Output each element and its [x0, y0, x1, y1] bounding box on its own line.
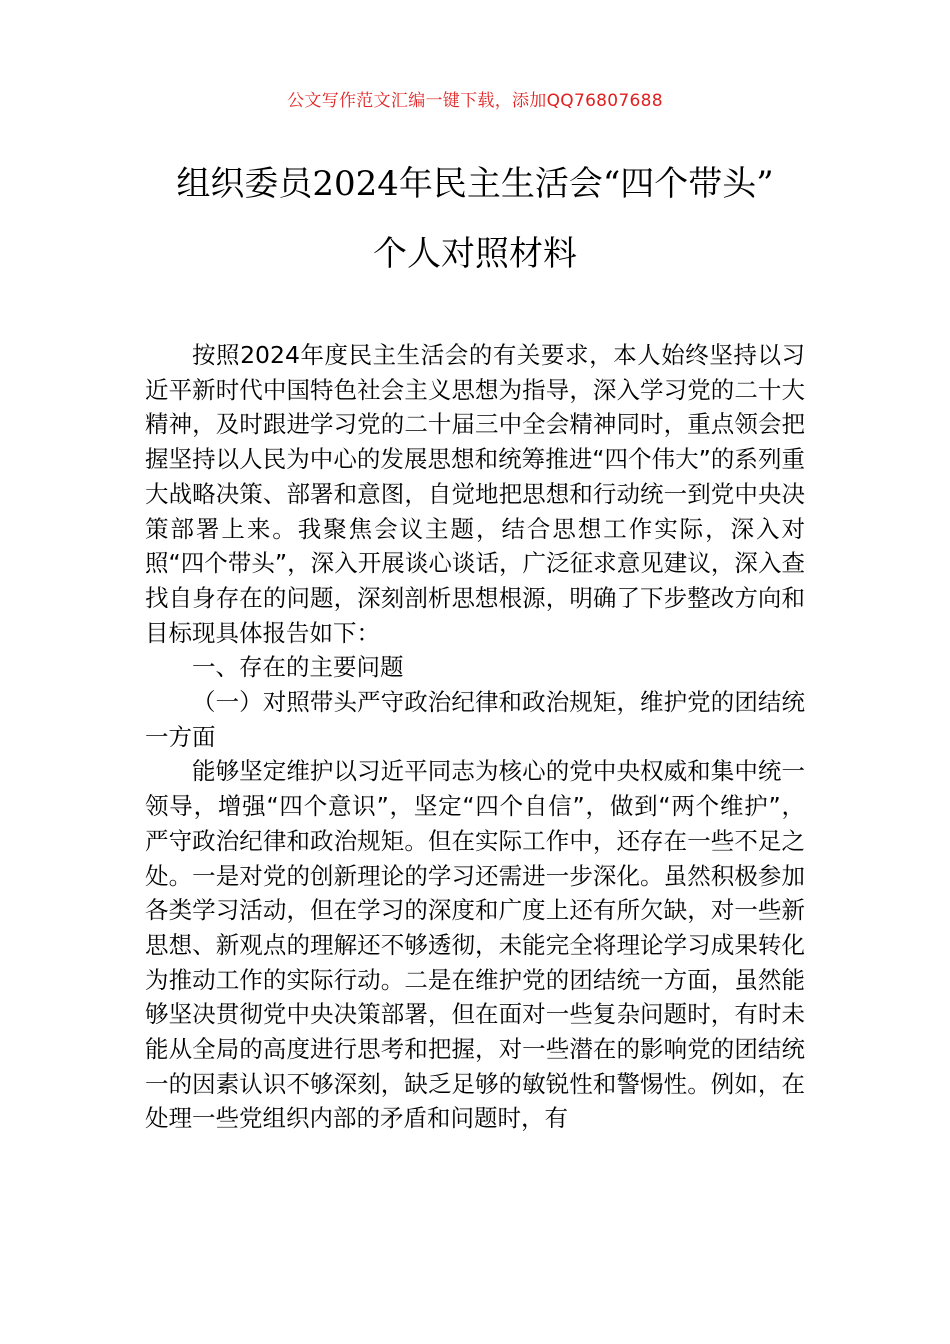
paragraph-intro: 按照2024年度民主生活会的有关要求，本人始终坚持以习近平新时代中国特色社会主义思想为指导，深入学习党的二十大精神，及时跟进学习党的二十届三中全会精神同时，重点领会把握坚持以人民为中心的发展思想和统筹推进“四个伟大”的系列重大战略决策、部署和意图，自觉地把思想和行动统一到党中央决策部署上来。我聚焦会议主题，结合思想工作实际，深入对照“四个带头”，深入开展谈心谈话，广泛征求意见建议，深入查找自身存在的问题，深刻剖析思想根源，明确了下步整改方向和目标现具体报告如下： — [145, 341, 805, 647]
subsection-heading: （一）对照带头严守政治纪律和政治规矩，维护党的团结统一方面 — [145, 688, 805, 751]
document-title-line-2: 个人对照材料 — [373, 234, 577, 274]
document-body — [145, 338, 805, 1136]
paragraph-body: 能够坚定维护以习近平同志为核心的党中央权威和集中统一领导，增强“四个意识”，坚定“四个自信”，做到“两个维护”，严守政治纪律和政治规矩。但在实际工作中，还存在一些不足之处。一是对党的创新理论的学习还需进一步深化。虽然积极参加各类学习活动，但在学习的深度和广度上还有所欠缺，对一些新思想、新观点的理解还不够透彻，未能完全将理论学习成果转化为推动工作的实际行动。二是在维护党的团结统一方面，虽然能够坚决贯彻党中央决策部署，但在面对一些复杂问题时，有时未能从全局的高度进行思考和把握，对一些潜在的影响党的团结统一的因素认识不够深刻，缺乏足够的敏锐性和警惕性。例如，在处理一些党组织内部的矛盾和问题时，有 — [145, 757, 805, 1133]
download-banner[interactable]: 公文写作范文汇编一键下载，添加QQ76807688 — [287, 91, 663, 111]
section-heading: 一、存在的主要问题 — [192, 653, 404, 682]
document-title-line-1: 组织委员2024年民主生活会“四个带头” — [176, 164, 774, 204]
